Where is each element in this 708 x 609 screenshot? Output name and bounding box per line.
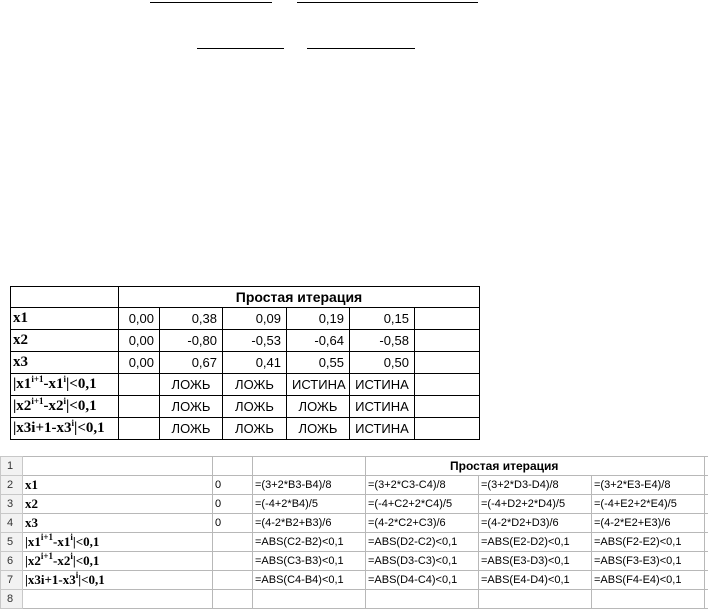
sheet-row <box>1 514 708 533</box>
sheet-cell[interactable] <box>23 457 213 476</box>
sheet-label-cell[interactable]: x3 <box>23 514 213 533</box>
formula-cell[interactable]: =(3+2*D3-D4)/8 <box>479 476 592 495</box>
formula-spreadsheet <box>0 456 708 609</box>
bool-cell: ЛОЖЬ <box>160 396 223 418</box>
sheet-row <box>1 571 708 590</box>
sheet-cell[interactable] <box>705 457 708 476</box>
bool-cell: ЛОЖЬ <box>223 418 287 440</box>
formula-cell[interactable]: =(-4+2*B4)/5 <box>253 495 366 514</box>
formula-cell[interactable]: =ABS(F3-E3)<0,1 <box>592 552 705 571</box>
formula-cell[interactable]: =ABS(C4-B4)<0,1 <box>253 571 366 590</box>
bool-cell: ИСТИНА <box>350 374 415 396</box>
formula-cell[interactable]: =(3+2*E3-E4)/8 <box>592 476 705 495</box>
table-row <box>11 374 480 396</box>
value-cell: 0,38 <box>160 308 223 330</box>
value-cell: 0,67 <box>160 352 223 374</box>
row-label: x2 <box>11 330 119 352</box>
table-title: Простая итерация <box>119 287 480 308</box>
value-cell: -0,64 <box>287 330 350 352</box>
formula-cell[interactable]: =ABS(D3-C3)<0,1 <box>366 552 479 571</box>
sheet-label-cell[interactable]: x1 <box>23 476 213 495</box>
bool-cell: ЛОЖЬ <box>287 396 350 418</box>
formula-cell[interactable]: =ABS(F4-E4)<0,1 <box>592 571 705 590</box>
sheet-cell[interactable] <box>366 590 479 609</box>
row-number[interactable]: 1 <box>1 457 23 476</box>
formula-cell[interactable]: =(4-2*E2+E3)/6 <box>592 514 705 533</box>
bool-cell: ЛОЖЬ <box>223 374 287 396</box>
formula-cell[interactable]: =(3+2*C3-C4)/8 <box>366 476 479 495</box>
iteration-results-table <box>10 286 480 440</box>
bool-cell: ИСТИНА <box>350 418 415 440</box>
formula-cell[interactable]: =ABS(E3-D3)<0,1 <box>479 552 592 571</box>
bool-cell: ЛОЖЬ <box>160 374 223 396</box>
formula-cell[interactable]: =ABS(E2-D2)<0,1 <box>479 533 592 552</box>
formula-cell[interactable]: =(-4+D2+2*D4)/5 <box>479 495 592 514</box>
formula-cell[interactable]: =(-4+E2+2*E4)/5 <box>592 495 705 514</box>
fraction-bar <box>307 48 415 49</box>
table-row <box>11 396 480 418</box>
sheet-row <box>1 590 708 609</box>
sheet-label-cell[interactable]: x2 <box>23 495 213 514</box>
row-label: x3 <box>11 352 119 374</box>
sheet-cell[interactable] <box>253 590 366 609</box>
value-cell: 0,00 <box>119 352 160 374</box>
sheet-row <box>1 495 708 514</box>
value-cell: 0,00 <box>119 308 160 330</box>
check-label: $|x1^{i+1}-x1^i|<0,1$ <box>11 374 119 396</box>
sheet-cell[interactable]: 0 <box>213 495 253 514</box>
empty-cell <box>415 396 480 418</box>
formula-cell[interactable]: =(4-2*C2+C3)/6 <box>366 514 479 533</box>
value-cell: 0,15 <box>350 308 415 330</box>
check-label: $|x2^{i+1}-x2^i|<0,1$ <box>11 396 119 418</box>
value-cell: -0,58 <box>350 330 415 352</box>
row-number[interactable]: 5 <box>1 533 23 552</box>
table-header-row <box>11 287 480 308</box>
table-row <box>11 352 480 374</box>
sheet-cell[interactable]: 0 <box>213 514 253 533</box>
value-cell: 0,00 <box>119 330 160 352</box>
sheet-title-cell[interactable]: Простая итерация <box>366 457 705 476</box>
formula-cell[interactable]: =ABS(E4-D4)<0,1 <box>479 571 592 590</box>
bool-cell: ИСТИНА <box>350 396 415 418</box>
sheet-row <box>1 533 708 552</box>
empty-cell <box>119 374 160 396</box>
empty-cell <box>415 418 480 440</box>
formula-cell[interactable]: =ABS(D4-C4)<0,1 <box>366 571 479 590</box>
sheet-cell[interactable] <box>213 457 253 476</box>
empty-cell <box>415 374 480 396</box>
empty-cell <box>119 396 160 418</box>
row-number[interactable]: 7 <box>1 571 23 590</box>
row-label: x1 <box>11 308 119 330</box>
sheet-cell[interactable] <box>705 514 708 533</box>
formula-cell[interactable]: =(4-2*B2+B3)/6 <box>253 514 366 533</box>
sheet-cell[interactable] <box>592 590 705 609</box>
value-cell: -0,53 <box>223 330 287 352</box>
empty-cell <box>415 330 480 352</box>
sheet-cell[interactable]: 0 <box>213 476 253 495</box>
check-label: $|x3i+1-x3^i|<0,1$ <box>11 418 119 440</box>
formula-cell[interactable]: =(3+2*B3-B4)/8 <box>253 476 366 495</box>
empty-cell <box>415 352 480 374</box>
value-cell: 0,09 <box>223 308 287 330</box>
value-cell: 0,19 <box>287 308 350 330</box>
row-number[interactable]: 6 <box>1 552 23 571</box>
formula-cell[interactable]: =ABS(C2-B2)<0,1 <box>253 533 366 552</box>
formula-cell[interactable]: =ABS(C3-B3)<0,1 <box>253 552 366 571</box>
sheet-cell[interactable] <box>705 590 708 609</box>
table-row <box>11 330 480 352</box>
sheet-cell[interactable] <box>705 495 708 514</box>
sheet-cell[interactable] <box>705 571 708 590</box>
value-cell: 0,50 <box>350 352 415 374</box>
value-cell: -0,80 <box>160 330 223 352</box>
sheet-cell[interactable] <box>253 457 366 476</box>
fraction-bar <box>150 2 272 3</box>
sheet-label-cell[interactable]: $|x2^{i+1}-x2^i|<0,1$ <box>23 552 213 571</box>
bool-cell: ЛОЖЬ <box>287 418 350 440</box>
bool-cell: ИСТИНА <box>287 374 350 396</box>
sheet-cell[interactable] <box>213 552 253 571</box>
sheet-cell[interactable] <box>479 590 592 609</box>
bool-cell: ЛОЖЬ <box>160 418 223 440</box>
sheet-label-cell[interactable]: $|x1^{i+1}-x1^i|<0,1$ <box>23 533 213 552</box>
sheet-row <box>1 457 708 476</box>
corner-cell <box>11 287 119 308</box>
sheet-cell[interactable] <box>213 533 253 552</box>
sheet-cell[interactable] <box>705 476 708 495</box>
fraction-bar <box>297 2 478 3</box>
table-row <box>11 308 480 330</box>
formula-cell[interactable]: =ABS(D2-C2)<0,1 <box>366 533 479 552</box>
sheet-cell[interactable] <box>705 533 708 552</box>
bool-cell: ЛОЖЬ <box>223 396 287 418</box>
row-number[interactable]: 2 <box>1 476 23 495</box>
formula-cell[interactable]: =ABS(F2-E2)<0,1 <box>592 533 705 552</box>
row-number[interactable]: 3 <box>1 495 23 514</box>
value-cell: 0,41 <box>223 352 287 374</box>
empty-cell <box>119 418 160 440</box>
formula-cell[interactable]: =(4-2*D2+D3)/6 <box>479 514 592 533</box>
fraction-bar <box>197 48 284 49</box>
sheet-label-cell[interactable]: $|x3i+1-x3^i|<0,1$ <box>23 571 213 590</box>
table-row <box>11 418 480 440</box>
formula-cell[interactable]: =(-4+C2+2*C4)/5 <box>366 495 479 514</box>
sheet-cell[interactable] <box>705 552 708 571</box>
sheet-cell[interactable] <box>213 571 253 590</box>
value-cell: 0,55 <box>287 352 350 374</box>
sheet-row <box>1 552 708 571</box>
empty-cell <box>415 308 480 330</box>
sheet-row <box>1 476 708 495</box>
sheet-cell[interactable] <box>23 590 213 609</box>
row-number[interactable]: 8 <box>1 590 23 609</box>
row-number[interactable]: 4 <box>1 514 23 533</box>
sheet-cell[interactable] <box>213 590 253 609</box>
